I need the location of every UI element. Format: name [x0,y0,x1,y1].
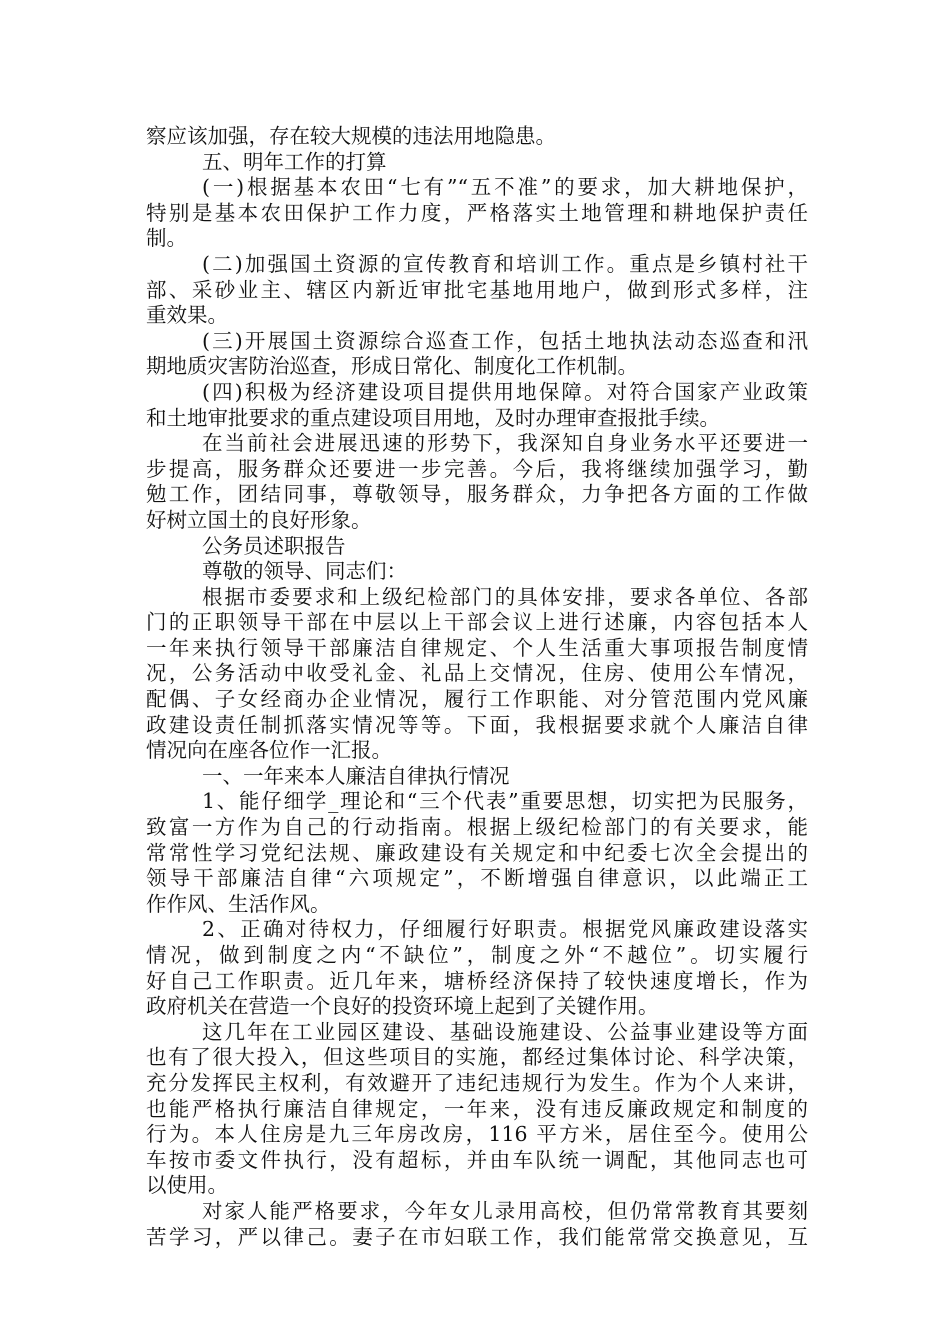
text-line: 作作风、生活作风。 [146,891,331,916]
text-line: 尊敬的领导、同志们： [202,559,407,584]
text-line: 根据市委要求和上级纪检部门的具体安排，要求各单位、各部 [202,584,808,609]
text-line: 五、明年工作的打算 [202,149,387,174]
text-line: 这几年在工业园区建设、基础设施建设、公益事业建设等方面 [202,1019,808,1044]
text-line: 充分发挥民主权利，有效避开了违纪违规行为发生。作为个人来讲， [146,1070,808,1095]
text-line: 苦学习，严以律己。妻子在市妇联工作，我们能常常交换意见，互 [146,1224,808,1249]
text-line: 况，公务活动中收受礼金、礼品上交情况，住房、使用公车情况， [146,661,808,686]
text-line: 特别是基本农田保护工作力度，严格落实土地管理和耕地保护责任 [146,200,808,225]
text-line: 一年来执行领导干部廉洁自律规定、个人生活重大事项报告制度情 [146,635,808,660]
text-line: 勉工作，团结同事，尊敬领导，服务群众，力争把各方面的工作做 [146,482,808,507]
text-line: 1、能仔细学_理论和“三个代表”重要思想，切实把为民服务， [202,789,808,814]
text-line: 政府机关在营造一个良好的投资环境上起到了关键作用。 [146,994,659,1019]
text-line: 门的正职领导干部在中层以上干部会议上进行述廉，内容包括本人 [146,610,808,635]
text-line: 致富一方作为自己的行动指南。根据上级纪检部门的有关要求，能 [146,815,808,840]
text-line: 行为。本人住房是九三年房改房，116 平方米，居住至今。使用公 [146,1122,808,1147]
text-line: 对家人能严格要求，今年女儿录用高校，但仍常常教育其要刻 [202,1198,808,1223]
text-line: 配偶、子女经商办企业情况，履行工作职能、对分管范围内党风廉 [146,687,808,712]
text-line: 好树立国土的良好形象。 [146,507,372,532]
text-line: 和土地审批要求的重点建设项目用地，及时办理审查报批手续。 [146,405,720,430]
text-line: 政建设责任制抓落实情况等等。下面，我根据要求就个人廉洁自律 [146,712,808,737]
text-line: 重效果。 [146,303,228,328]
text-line: 公务员述职报告 [202,533,346,558]
text-line: 以使用。 [146,1173,228,1198]
text-line: (三)开展国土资源综合巡查工作，包括土地执法动态巡查和汛 [202,328,808,353]
text-line: 情况，做到制度之内“不缺位”，制度之外“不越位”。切实履行 [146,943,808,967]
text-line: (一)根据基本农田“七有”“五不准”的要求，加大耕地保护， [202,175,808,200]
text-line: 领导干部廉洁自律“六项规定”，不断增强自律意识，以此端正工 [146,866,808,891]
text-line: 车按市委文件执行，没有超标，并由车队统一调配，其他同志也可 [146,1147,808,1172]
text-line: 也有了很大投入，但这些项目的实施，都经过集体讨论、科学决策， [146,1045,808,1070]
text-line: 部、采砂业主、辖区内新近审批宅基地用地户，做到形式多样，注 [146,277,808,302]
text-line: 期地质灾害防治巡查，形成日常化、制度化工作机制。 [146,354,638,379]
text-line: 也能严格执行廉洁自律规定，一年来，没有违反廉政规定和制度的 [146,1096,808,1121]
document-body [146,124,808,1250]
text-line: (二)加强国土资源的宣传教育和培训工作。重点是乡镇村社干 [202,251,808,276]
text-line: 在当前社会进展迅速的形势下，我深知自身业务水平还要进一 [202,431,808,456]
text-line: (四)积极为经济建设项目提供用地保障。对符合国家产业政策 [202,379,808,404]
text-line: 制。 [146,226,187,251]
text-line: 情况向在座各位作一汇报。 [146,738,392,763]
text-line: 常常性学习党纪法规、廉政建设有关规定和中纪委七次全会提出的 [146,840,808,865]
text-line: 好自己工作职责。近几年来，塘桥经济保持了较快速度增长，作为 [146,968,808,993]
text-line: 2、正确对待权力，仔细履行好职责。根据党风廉政建设落实 [202,917,808,942]
text-line: 一、一年来本人廉洁自律执行情况 [202,763,510,788]
text-line: 察应该加强，存在较大规模的违法用地隐患。 [146,124,556,148]
text-line: 步提高，服务群众还要进一步完善。今后，我将继续加强学习，勤 [146,456,808,481]
